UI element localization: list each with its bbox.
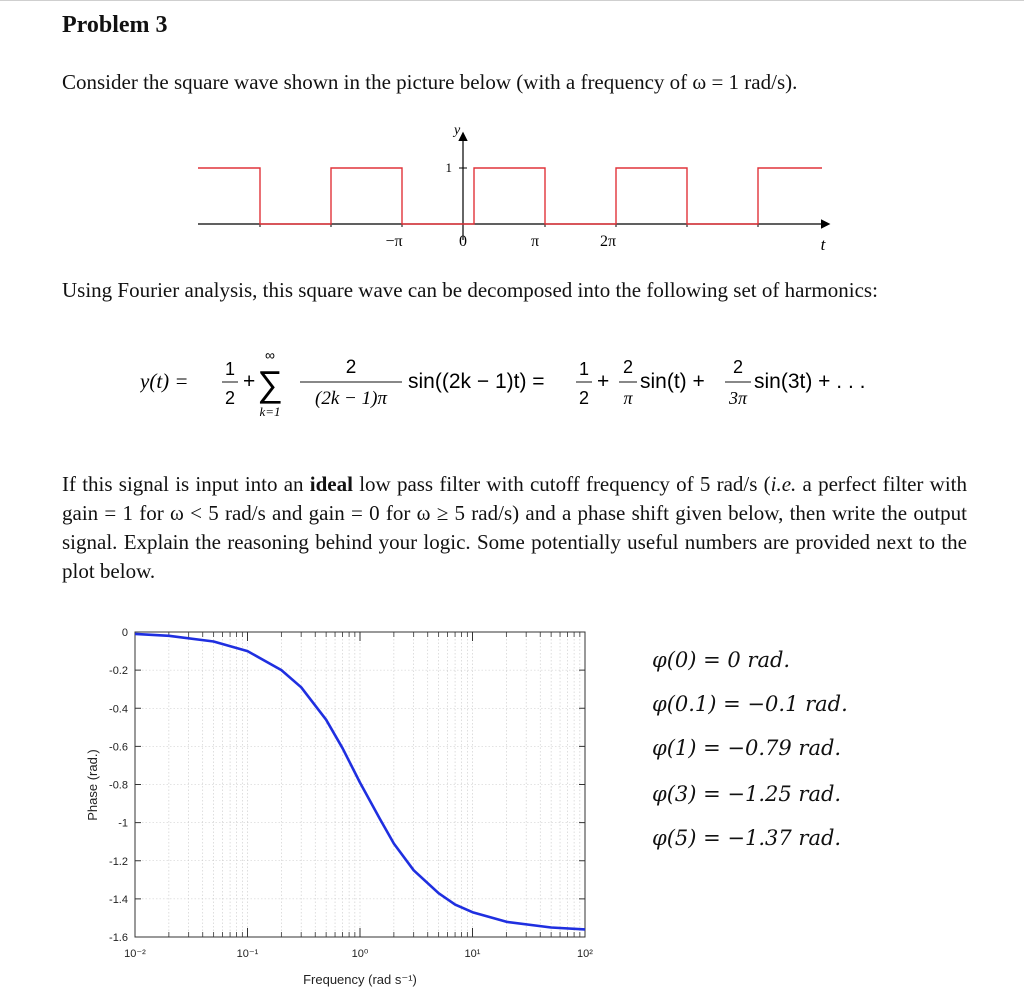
y-tick-label: -1.4 — [109, 893, 128, 906]
eq-lhs: y(t) = — [140, 369, 189, 393]
x-axis-label: Frequency (rad s⁻¹) — [303, 972, 417, 987]
eq-plus: + — [243, 370, 256, 393]
y-tick-label: -0.4 — [109, 703, 128, 716]
eq-rhs-half-den: 2 — [578, 388, 590, 408]
phase-value-2: φ(1) = −0.79 rad. — [652, 736, 842, 760]
wave-x-label-2pi: 2π — [599, 233, 617, 250]
x-tick-label: 10⁻² — [124, 948, 146, 960]
problem-title: Problem 3 — [62, 12, 168, 38]
phase-value-0: φ(0) = 0 rad. — [652, 648, 791, 672]
eq-rhs-half-num: 1 — [578, 359, 590, 379]
phase-value-4: φ(5) = −1.37 rad. — [652, 826, 842, 850]
y-tick-label: -0.2 — [109, 665, 128, 678]
eq-rhs-c1-den: π — [623, 388, 633, 408]
eq-coef-num: 2 — [345, 357, 357, 378]
eq-rhs-sin1: sin(t) + — [640, 370, 705, 393]
x-tick-label: 10⁰ — [351, 948, 369, 960]
top-rule — [0, 0, 1024, 1]
filter-text-2: low pass filter with cutoff frequency of 5 rad/s ( — [352, 472, 771, 496]
phase-plot — [70, 615, 630, 995]
fourier-equation — [140, 342, 900, 432]
y-tick-label: -1.6 — [109, 932, 128, 944]
wave-t-label: t — [820, 235, 826, 254]
filter-text-ie: i.e. — [770, 472, 797, 496]
y-tick-label: -1.2 — [109, 855, 128, 868]
chart-ticks — [109, 627, 593, 960]
square-wave-figure — [180, 118, 860, 258]
eq-rhs-c1-num: 2 — [622, 357, 634, 377]
eq-sum-top: ∞ — [265, 347, 275, 363]
filter-paragraph — [62, 470, 967, 586]
decomposition-text: Using Fourier analysis, this square wave can be decomposed into the following set of harmonics: — [62, 278, 878, 302]
square-wave-line — [198, 168, 822, 224]
y-axis-label: Phase (rad.) — [85, 749, 100, 821]
eq-rhs-sin2: sin(3t) + . . . — [754, 370, 866, 393]
eq-rhs-plus: + — [597, 370, 610, 393]
eq-sin-term: sin((2k − 1)t) = — [408, 370, 545, 393]
phase-value-1: φ(0.1) = −0.1 rad. — [652, 692, 848, 716]
eq-rhs-c2-num: 2 — [732, 357, 744, 377]
y-tick-label: 0 — [121, 627, 128, 639]
eq-coef-den: (2k − 1)π — [315, 388, 387, 409]
x-tick-label: 10² — [577, 948, 593, 960]
intro-text: Consider the square wave shown in the picture below (with a frequency of ω = 1 rad/s). — [62, 70, 798, 94]
filter-text-3: a perfect filter with gain = 1 for ω < 5 rad/s and gain = 0 for ω ≥ 5 rad/s) and a phase shift given below, then write the output signal. Explain the reasoning behind your logic. Some potentially useful numbers are provided next to the plot below. — [62, 472, 967, 583]
x-tick-label: 10¹ — [464, 948, 481, 960]
filter-text-bold: ideal — [309, 472, 353, 496]
eq-half-den: 2 — [224, 388, 236, 408]
y-tick-label: -0.8 — [109, 779, 128, 792]
x-tick-label: 10⁻¹ — [236, 948, 259, 960]
eq-sum-bottom: k=1 — [259, 404, 281, 419]
eq-rhs-c2-den: 3π — [728, 388, 748, 408]
wave-x-label-pi: π — [530, 233, 540, 250]
wave-x-label-zero: 0 — [459, 233, 467, 250]
eq-half-num: 1 — [224, 359, 236, 379]
eq-sum-symbol: ∑ — [257, 363, 283, 404]
wave-y-tick-1: 1 — [445, 160, 452, 175]
wave-x-label-neg-pi: −π — [385, 233, 403, 250]
y-tick-label: -1 — [118, 817, 128, 830]
wave-y-label: y — [454, 123, 461, 138]
filter-text-1: If this signal is input into an — [62, 472, 310, 496]
y-tick-label: -0.6 — [109, 741, 128, 754]
phase-value-3: φ(3) = −1.25 rad. — [652, 782, 842, 806]
